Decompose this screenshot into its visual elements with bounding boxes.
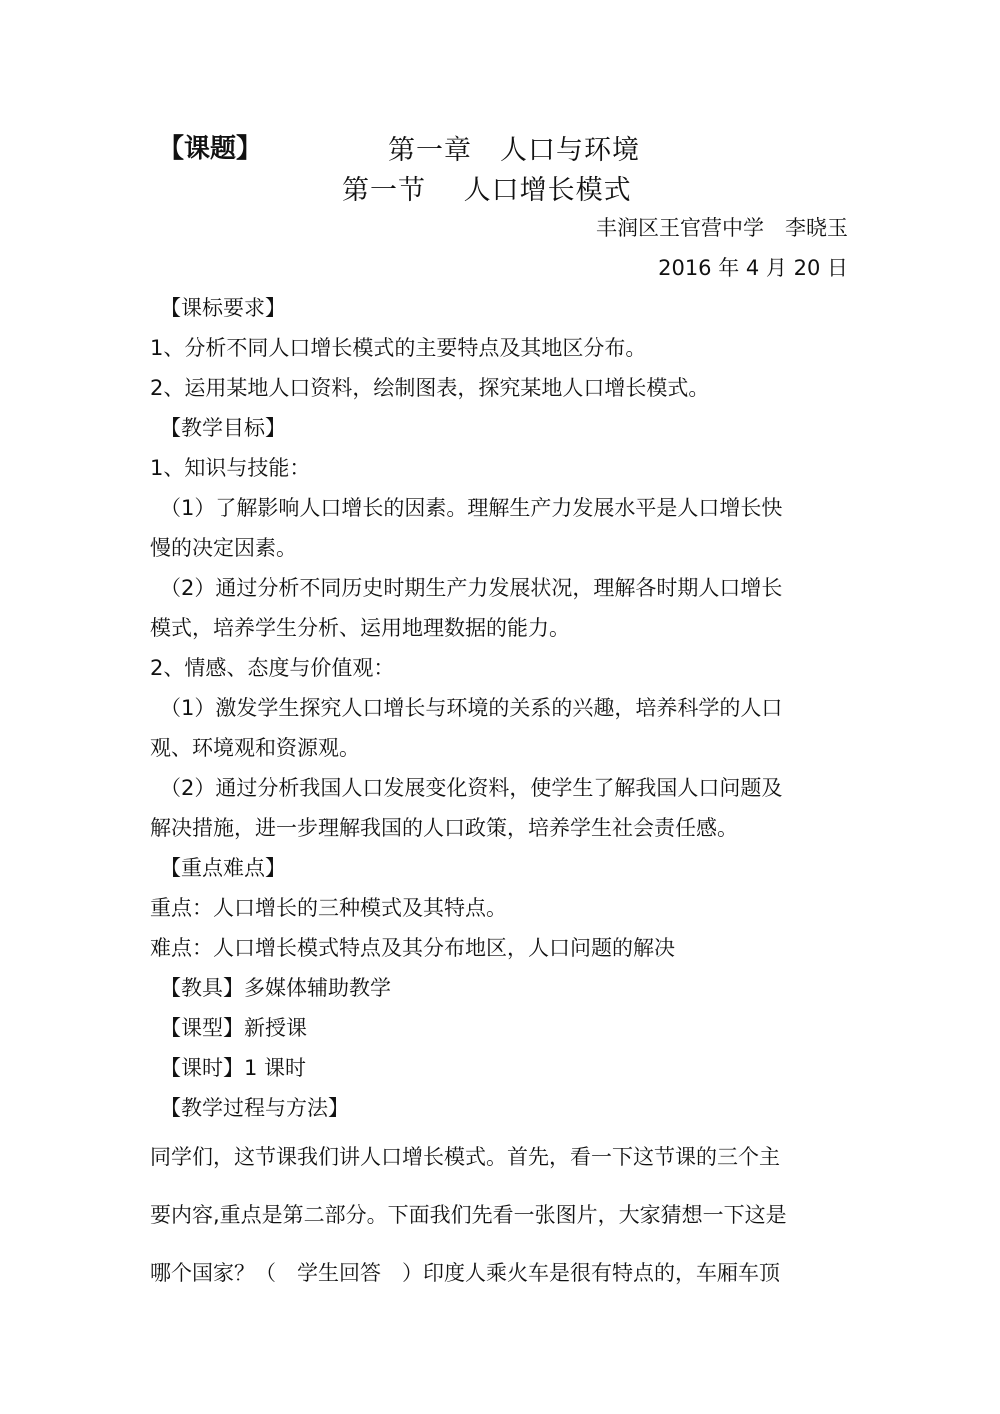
goal-item: （2）通过分析不同历史时期生产力发展状况，理解各时期人口增长 <box>160 576 783 600</box>
goal-item-cont: 模式，培养学生分析、运用地理数据的能力。 <box>150 616 570 640</box>
paragraph-line: 哪个国家？（ 学生回答 ）印度人乘火车是很有特点的，车厢车顶 <box>150 1261 780 1285</box>
goal-item: （2）通过分析我国人口发展变化资料，使学生了解我国人口问题及 <box>160 776 783 800</box>
difficult-point: 难点：人口增长模式特点及其分布地区，人口问题的解决 <box>150 936 675 960</box>
curriculum-heading: 【课标要求】 <box>160 296 286 320</box>
lesson-type: 【课型】新授课 <box>160 1016 307 1040</box>
paragraph-line: 同学们，这节课我们讲人口增长模式。首先，看一下这节课的三个主 <box>150 1145 780 1169</box>
paragraph-line: 要内容,重点是第二部分。下面我们先看一张图片，大家猜想一下这是 <box>150 1203 787 1227</box>
goals-heading: 【教学目标】 <box>160 416 286 440</box>
lesson-hours: 【课时】1 课时 <box>160 1056 307 1080</box>
goal-item: （1）了解影响人口增长的因素。理解生产力发展水平是人口增长快 <box>160 496 783 520</box>
author-line: 丰润区王官营中学 李晓玉 <box>596 216 848 240</box>
chapter-title: 第一章 人口与环境 <box>388 135 640 166</box>
teaching-tools: 【教具】多媒体辅助教学 <box>160 976 391 1000</box>
process-heading: 【教学过程与方法】 <box>160 1096 349 1120</box>
goal-item-cont: 观、环境观和资源观。 <box>150 736 360 760</box>
goal2-heading: 2、情感、态度与价值观： <box>150 656 395 680</box>
section-title: 第一节 人口增长模式 <box>342 175 632 206</box>
date-line: 2016 年 4 月 20 日 <box>658 256 848 280</box>
goal-item-cont: 慢的决定因素。 <box>150 536 297 560</box>
goal-item-cont: 解决措施，进一步理解我国的人口政策，培养学生社会责任感。 <box>150 816 738 840</box>
curriculum-item: 1、分析不同人口增长模式的主要特点及其地区分布。 <box>150 336 647 360</box>
process-paragraph <box>150 1128 855 1302</box>
goal-item: （1）激发学生探究人口增长与环境的关系的兴趣，培养科学的人口 <box>160 696 783 720</box>
key-points-heading: 【重点难点】 <box>160 856 286 880</box>
curriculum-item: 2、运用某地人口资料，绘制图表，探究某地人口增长模式。 <box>150 376 710 400</box>
key-point: 重点：人口增长的三种模式及其特点。 <box>150 896 507 920</box>
goal1-heading: 1、知识与技能： <box>150 456 311 480</box>
lesson-topic-label: 【课题】 <box>158 134 263 164</box>
